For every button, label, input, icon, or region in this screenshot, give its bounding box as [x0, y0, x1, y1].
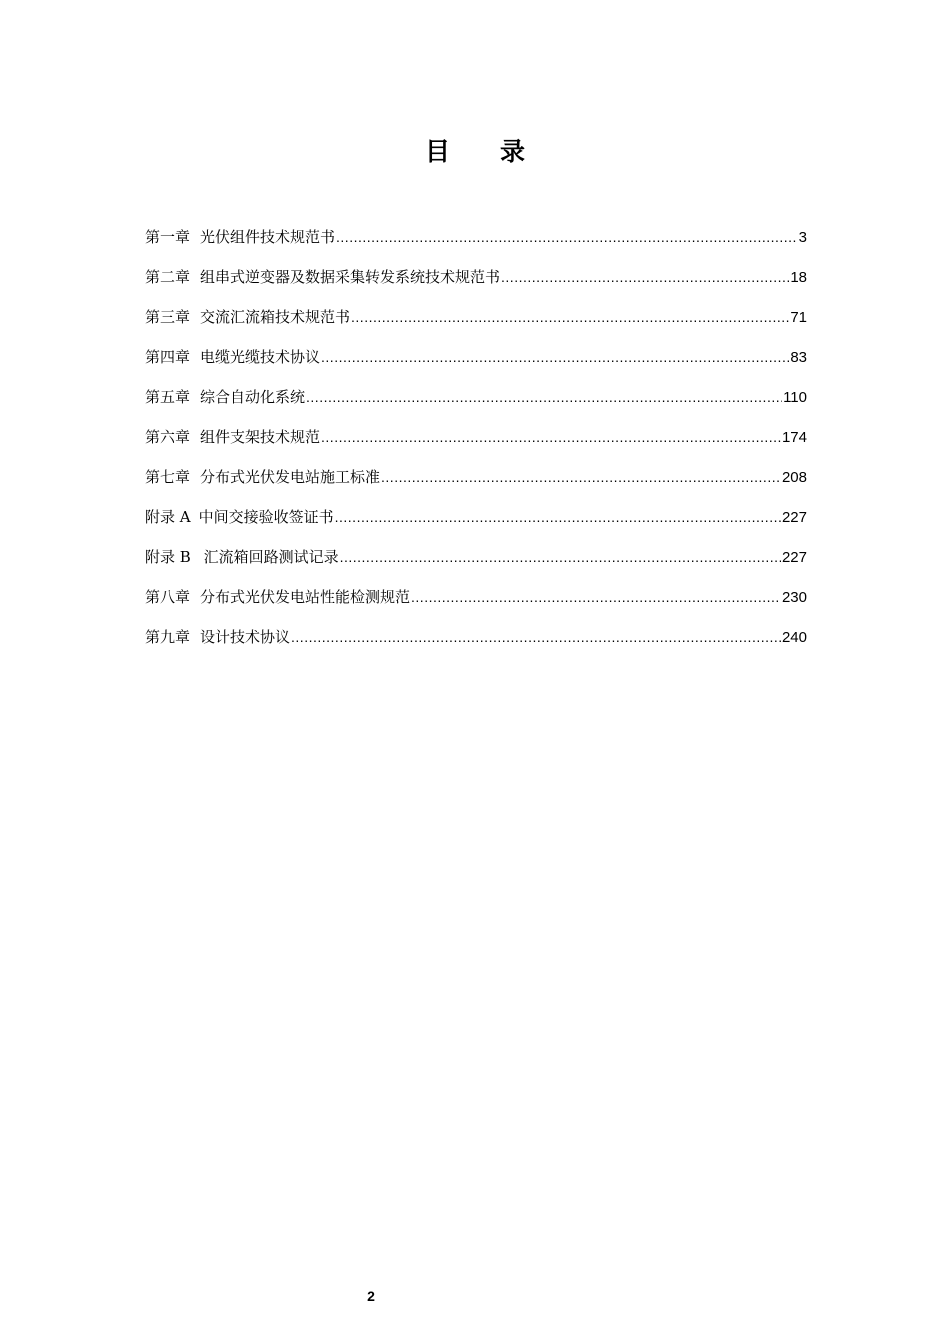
toc-entry[interactable] [145, 546, 807, 586]
toc-entry-page: 83 [790, 349, 807, 366]
toc-entry-number: 第八章 [145, 588, 191, 606]
title-char-2: 录 [500, 137, 526, 166]
toc-leader-dots [291, 626, 781, 648]
toc-entry[interactable] [145, 346, 807, 386]
page-title [0, 136, 950, 168]
toc-entry-number: 第六章 [145, 428, 191, 446]
toc-entry-title: 分布式光伏发电站施工标准 [200, 468, 381, 486]
toc-entry-page: 3 [798, 229, 807, 246]
toc-entry-title: 中间交接验收签证书 [198, 508, 334, 526]
toc-entry-title: 组件支架技术规范 [200, 428, 321, 446]
toc-entry-page: 110 [783, 389, 807, 406]
toc-entry-number: 附录 A [145, 508, 191, 526]
toc-entry[interactable] [145, 626, 807, 666]
toc-leader-dots [340, 546, 781, 568]
toc-leader-dots [501, 266, 789, 288]
toc-entry-page: 230 [781, 589, 807, 606]
toc-entry-page: 174 [781, 429, 807, 446]
toc-leader-dots [321, 426, 781, 448]
toc-leader-dots [336, 226, 798, 248]
toc-entry-number: 第五章 [145, 388, 191, 406]
toc-entry-number: 第七章 [145, 468, 191, 486]
toc-entry-page: 240 [781, 629, 807, 646]
title-char-1: 目 [424, 137, 450, 166]
toc-entry[interactable] [145, 426, 807, 466]
toc-entry-number: 第一章 [145, 228, 191, 246]
table-of-contents [145, 226, 807, 666]
toc-entry-number: 第三章 [145, 308, 191, 326]
toc-entry[interactable] [145, 386, 807, 426]
toc-entry-page: 18 [790, 269, 807, 286]
toc-leader-dots [381, 466, 781, 488]
toc-entry[interactable] [145, 586, 807, 626]
toc-entry-page: 227 [781, 509, 807, 526]
page-number: 2 [367, 1288, 375, 1304]
toc-entry-number: 第九章 [145, 628, 191, 646]
toc-entry-title: 分布式光伏发电站性能检测规范 [200, 588, 411, 606]
toc-leader-dots [351, 306, 789, 328]
toc-entry-title: 光伏组件技术规范书 [200, 228, 336, 246]
toc-leader-dots [335, 506, 781, 528]
toc-entry-page: 71 [790, 309, 807, 326]
toc-entry-title: 综合自动化系统 [200, 388, 306, 406]
toc-entry-number: 附录 B [145, 548, 191, 566]
toc-entry-page: 227 [781, 549, 807, 566]
toc-entry[interactable] [145, 266, 807, 306]
toc-entry[interactable] [145, 226, 807, 266]
toc-entry-title: 设计技术协议 [200, 628, 291, 646]
toc-entry-title: 汇流箱回路测试记录 [198, 548, 339, 566]
toc-entry[interactable] [145, 506, 807, 546]
toc-entry-number: 第四章 [145, 348, 191, 366]
toc-leader-dots [306, 386, 782, 408]
toc-entry[interactable] [145, 466, 807, 506]
toc-leader-dots [321, 346, 789, 368]
toc-entry-title: 电缆光缆技术协议 [200, 348, 321, 366]
toc-entry-title: 交流汇流箱技术规范书 [200, 308, 351, 326]
toc-leader-dots [411, 586, 781, 608]
toc-entry[interactable] [145, 306, 807, 346]
toc-entry-number: 第二章 [145, 268, 191, 286]
toc-entry-title: 组串式逆变器及数据采集转发系统技术规范书 [200, 268, 501, 286]
toc-entry-page: 208 [781, 469, 807, 486]
